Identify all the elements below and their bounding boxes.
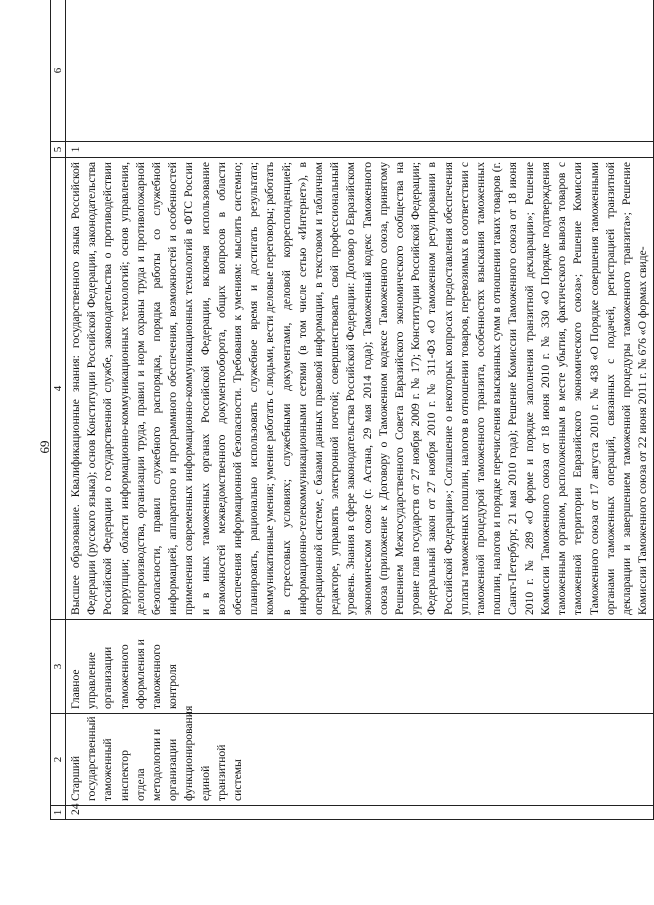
column-header: 2 xyxy=(51,714,66,806)
col6-cell xyxy=(66,0,654,142)
column-header: 3 xyxy=(51,620,66,714)
header-row xyxy=(51,0,66,820)
col5-cell: 1 xyxy=(66,142,654,158)
staff-table xyxy=(50,0,654,820)
column-header: 5 xyxy=(51,142,66,158)
department-cell: Главное управление организации таможенного оформления и таможенного контроля xyxy=(66,620,654,714)
requirements-cell: Высшее образование. Квалификационные знания: государственного языка Российской Федерации (русского языка); основ Конституции Российской Федерации, законодательства Российской Федерации о государственной службе, законодательства о противодействии коррупции; области информационно-коммуникационных технологий; основ управления, делопроизводства, организации труда, правил и норм охраны труда и противопожарной безопасности, правил служебного распорядка, порядка работы со служебной информацией, аппаратного и программного обеспечения, возможностей и особенностей применения современных информационно-коммуникационных технологий в ФТС России и в иных таможенных органах Российской Федерации, включая использование возможностей межведомственного документооборота, общих вопросов в области обеспечения информационной безопасности. Требования к умениям: мыслить системно; планировать, рационально использовать служебное время и достигать результата; коммуникативные умения; умение работать с людьми, вести деловые переговоры; работать в стрессовых условиях; служебными документами, деловой корреспонденцией; информационно-телекоммуникационными сетями (в том числе сетью «Интернет»), в операционной системе, с базами данных правовой информации, в текстовом и табличном редакторе, управлять электронной почтой; совершенствовать свой профессиональный уровень. Знания в сфере законодательства Российской Федерации: Договор о Евразийском экономическом союзе (г. Астана, 29 мая 2014 года); Таможенный кодекс Таможенного союза (приложение к Договору о Таможенном кодексе Таможенного союза, принятому Решением Межгосударственного Совета Евразийского экономического сообщества на уровне глав государств от 27 ноября 2009 г. № 17); Конституции Российской Федерации; Федеральный закон от 27 ноября 2010 г. № 311-ФЗ «О таможенном регулировании в Российской Федерации»; Соглашение о некоторых вопросах предоставления обеспечения уплаты таможенных пошлин, налогов в отношении товаров, перевозимых в соответствии с таможенной процедурой таможенного транзита, особенностях взыскания таможенных пошлин, налогов и порядке перечисления взысканных сумм в отношении таких товаров (г. Санкт-Петербург, 21 мая 2010 года); Решение Комиссии Таможенного союза от 18 июня 2010 г. № 289 «О форме и порядке заполнения транзитной декларации»; Решение Комиссии Таможенного союза от 18 июня 2010 г. № 330 «О Порядке подтверждения таможенным органом, расположенным в месте убытия, фактического вывоза товаров с таможенной территории Евразийского экономического союза»; Решение Комиссии Таможенного союза от 17 августа 2010 г. № 438 «О Порядке совершения таможенными органами таможенных операций, связанных с подачей, регистрацией транзитной декларации и завершением таможенной процедуры таможенного транзита»; Решение Комиссии Таможенного союза от 22 июня 2011 г. № 676 «О формах свиде- xyxy=(66,158,654,620)
position-cell: Старший государственный таможенный инспектор отдела методологии и организации функционирования единой транзитной системы xyxy=(66,714,654,806)
document-page xyxy=(50,0,650,820)
column-header: 6 xyxy=(51,0,66,142)
page-number: 69 xyxy=(37,440,52,454)
column-header: 4 xyxy=(51,158,66,620)
table-row xyxy=(66,0,654,820)
column-header: 1 xyxy=(51,806,66,820)
row-number-cell: 24 xyxy=(66,806,654,820)
